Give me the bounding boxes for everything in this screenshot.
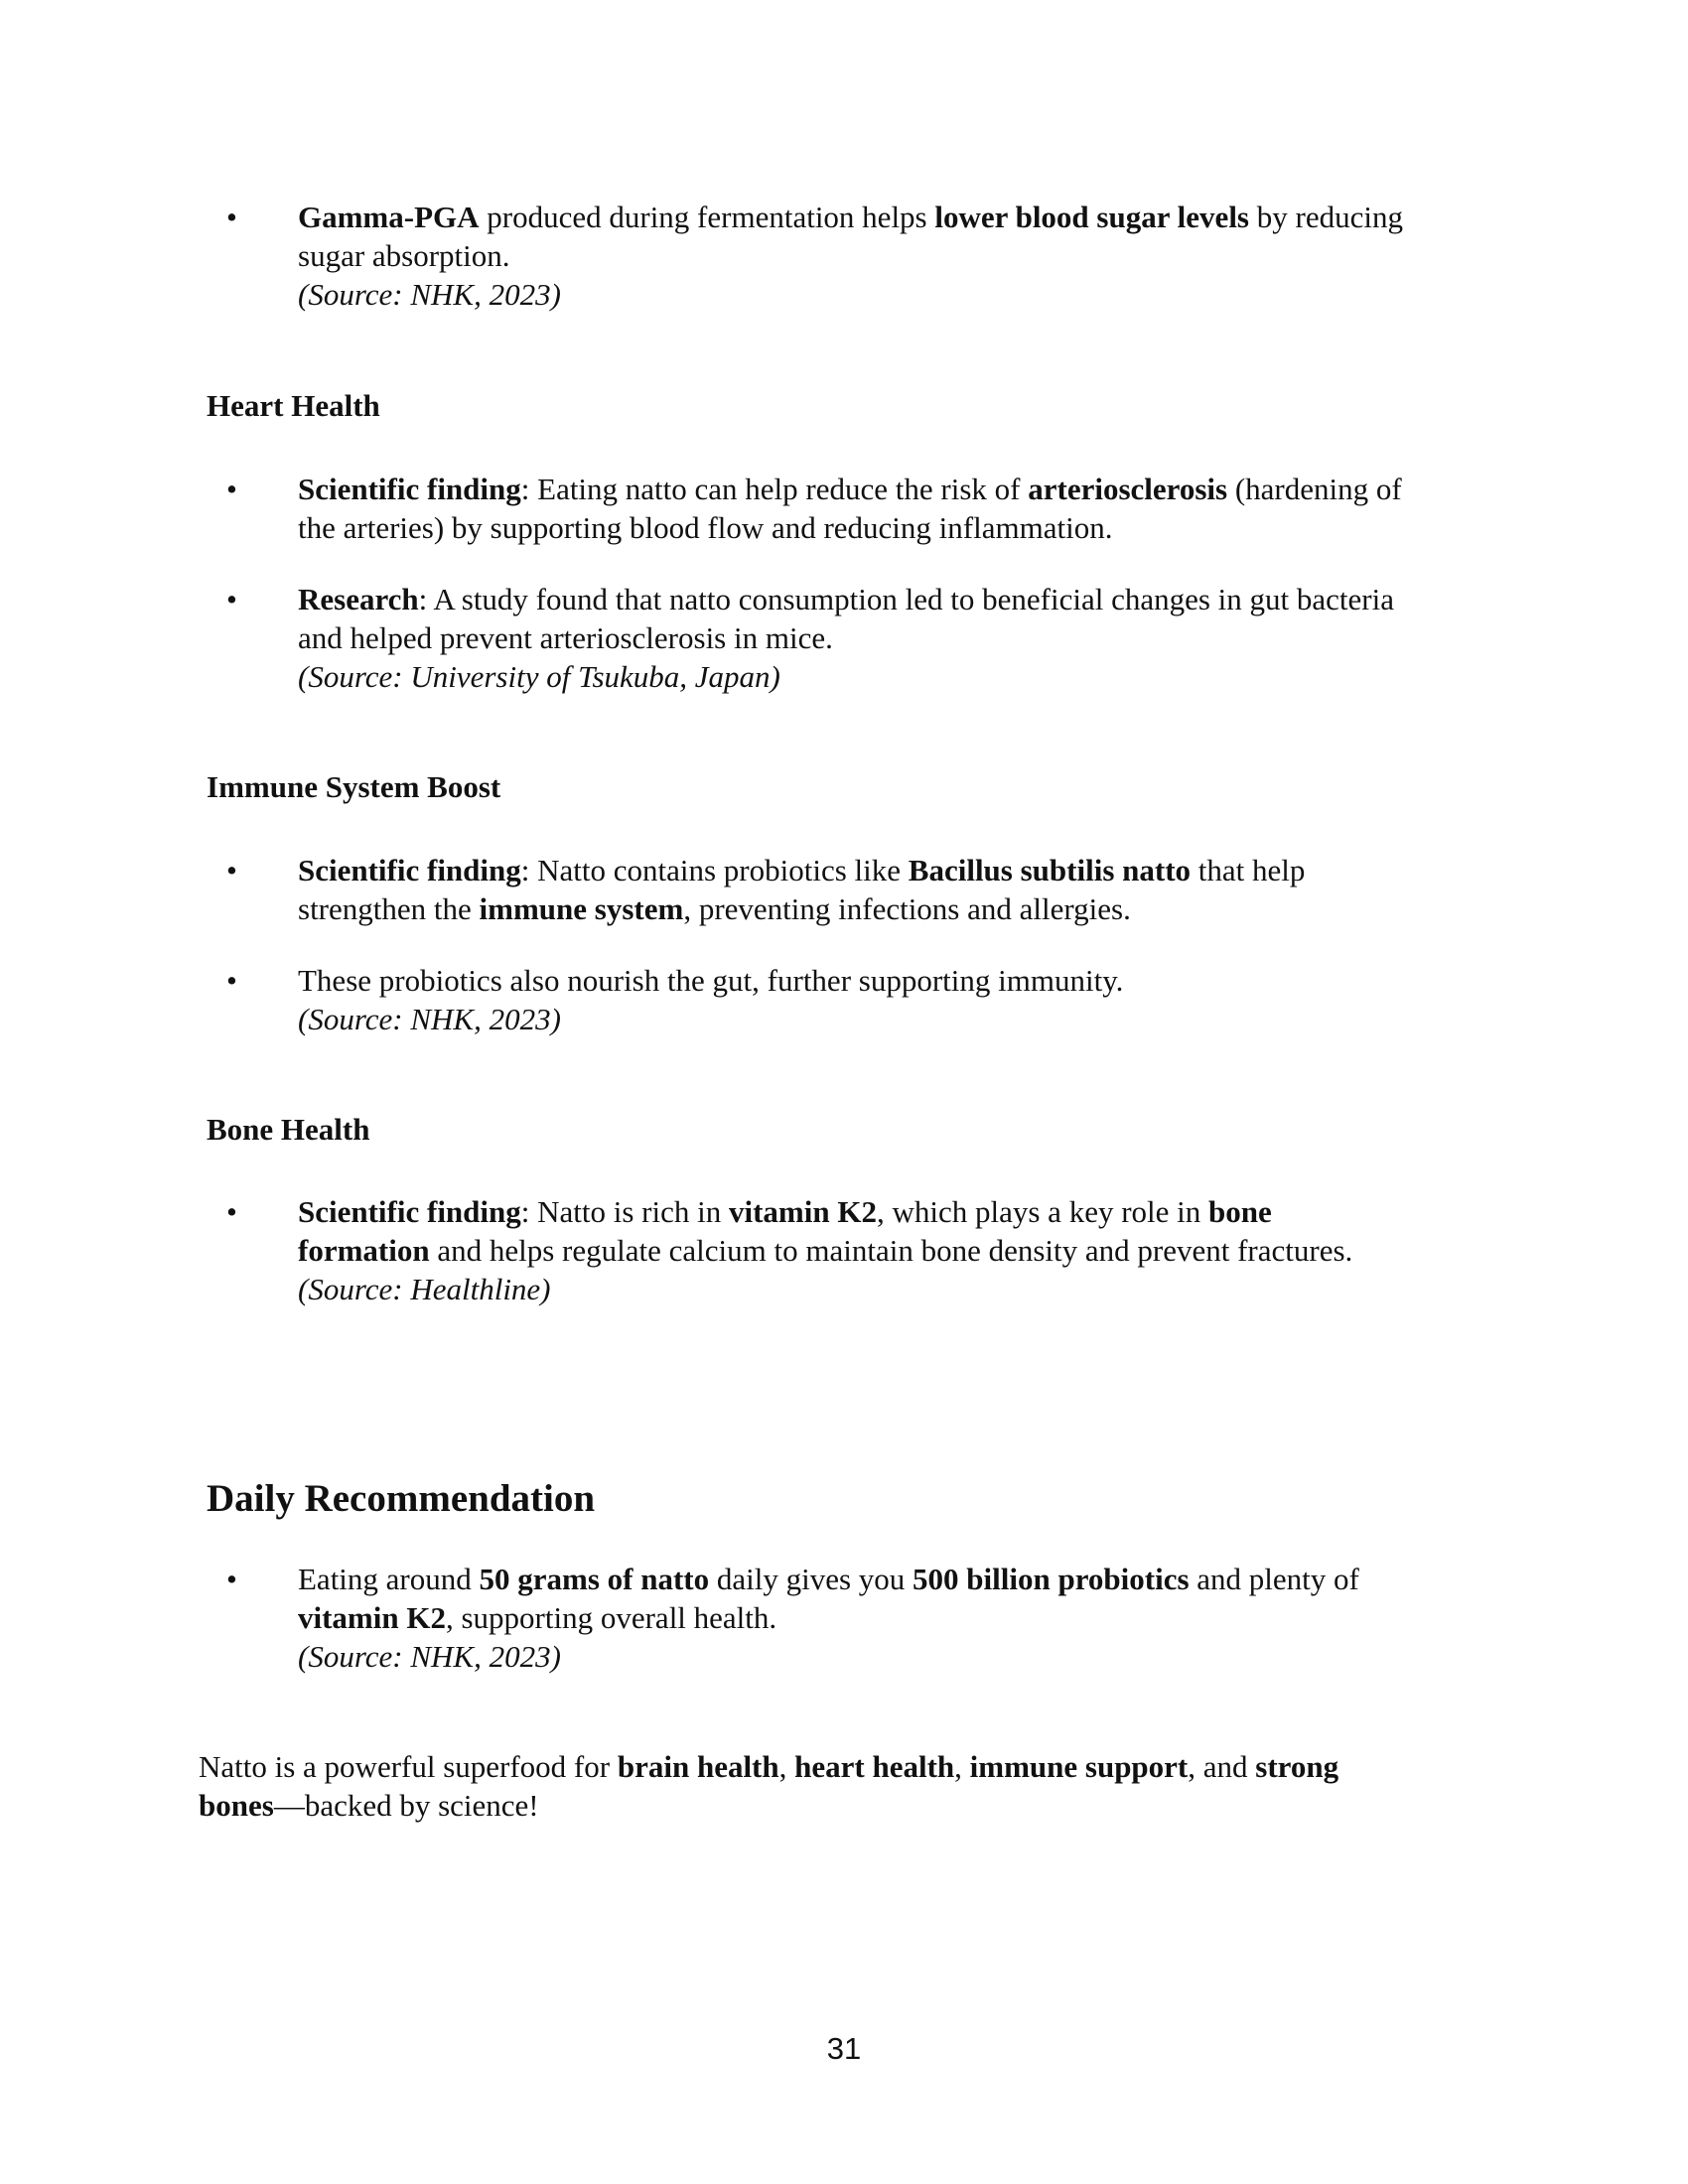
section-heading-daily-recommendation: Daily Recommendation [207, 1477, 596, 1520]
list-item-text: These probiotics also nourish the gut, further supporting immunity. (Source: NHK, 2023) [298, 961, 1509, 1038]
source-citation: (Source: NHK, 2023) [298, 277, 561, 312]
section-heading-immune-system: Immune System Boost [207, 769, 501, 804]
section-heading-heart-health: Heart Health [207, 388, 380, 423]
bullet-icon: • [226, 853, 237, 887]
source-citation: (Source: NHK, 2023) [298, 1639, 561, 1674]
bullet-icon: • [226, 1194, 237, 1229]
list-item-text: Scientific finding: Natto contains probiotics like Bacillus subtilis natto that help strengthen the immune system, preventing infections and allergies. [298, 853, 1306, 926]
list-item-text: Scientific finding: Eating natto can help reduce the risk of arteriosclerosis (hardening of the arteries) by supporting blood flow and reducing inflammation. [298, 472, 1402, 545]
bullet-icon: • [226, 1562, 237, 1596]
bullet-icon: • [226, 963, 237, 998]
list-item-text: Eating around 50 grams of natto daily gives you 500 billion probiotics and plenty of vitamin K2, supporting overall health. (Source: NHK, 2023) [298, 1560, 1509, 1676]
section-heading-bone-health: Bone Health [207, 1112, 370, 1147]
list-item-text: Gamma-PGA produced during fermentation helps lower blood sugar levels by reducing sugar absorption. (Source: NHK, 2023) [298, 198, 1509, 314]
closing-paragraph: Natto is a powerful superfood for brain health, heart health, immune support, and strong bones—backed by science! [199, 1749, 1339, 1823]
page-number: 31 [826, 2031, 862, 2066]
bullet-icon: • [226, 200, 237, 234]
list-item-text: Scientific finding: Natto is rich in vitamin K2, which plays a key role in bone formation and helps regulate calcium to maintain bone density and prevent fractures. (Source: Healthline) [298, 1192, 1509, 1308]
source-citation: (Source: NHK, 2023) [298, 1002, 561, 1036]
bullet-icon: • [226, 582, 237, 616]
list-item-text: Research: A study found that natto consumption led to beneficial changes in gut bacteria and helped prevent arteriosclerosis in mice. (Source: University of Tsukuba, Japan) [298, 580, 1509, 696]
source-citation: (Source: Healthline) [298, 1272, 551, 1306]
source-citation: (Source: University of Tsukuba, Japan) [298, 659, 780, 694]
bullet-icon: • [226, 472, 237, 506]
